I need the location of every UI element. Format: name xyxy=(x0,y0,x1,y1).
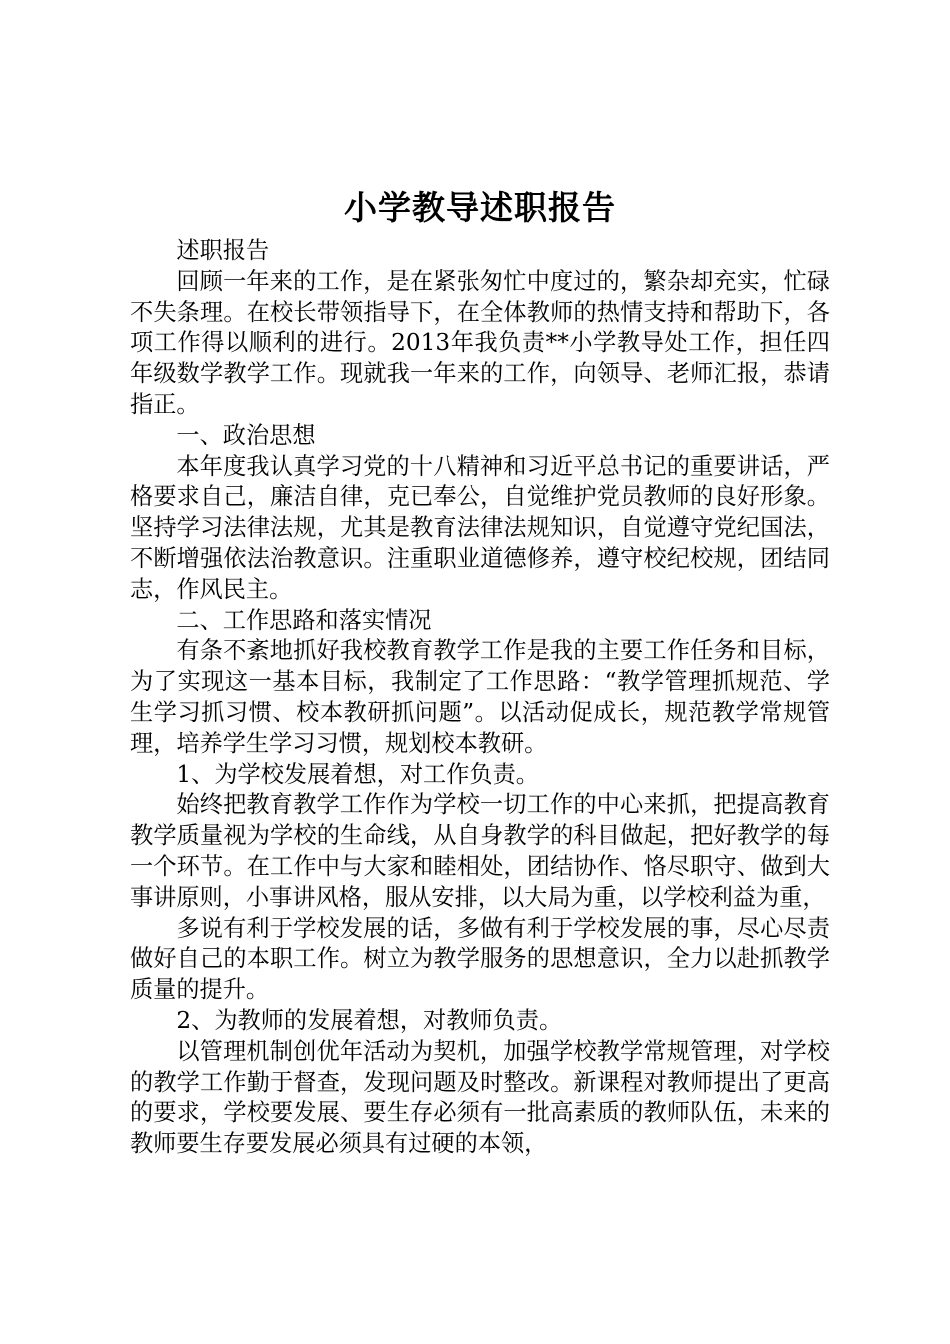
subheading-teacher-development: 2、为教师的发展着想，对教师负责。 xyxy=(176,1006,563,1034)
subheading-school-development: 1、为学校发展着想，对工作负责。 xyxy=(176,760,539,788)
paragraph-school-development-cont: 多说有利于学校发展的话，多做有利于学校发展的事，尽心尽责做好自己的本职工作。树立为教学服务的思想意识，全力以赴抓教学质量的提升。 xyxy=(130,914,830,1004)
document-title: 小学教导述职报告 xyxy=(344,188,616,227)
document-body xyxy=(130,236,830,1160)
paragraph-heading-report: 述职报告 xyxy=(176,237,270,264)
section-heading-politics: 一、政治思想 xyxy=(176,421,316,449)
paragraph-politics: 本年度我认真学习党的十八精神和习近平总书记的重要讲话，严格要求自己，廉洁自律，克已奉公，自觉维护党员教师的良好形象。坚持学习法律法规，尤其是教育法律法规知识，自觉遵守党纪国法，不断增强依法治教意识。注重职业道德修养，遵守校纪校规，团结同志，作风民主。 xyxy=(130,452,830,603)
paragraph-school-development: 始终把教育教学工作作为学校一切工作的中心来抓，把提高教育教学质量视为学校的生命线，从自身教学的科目做起，把好教学的每一个环节。在工作中与大家和睦相处，团结协作、恪尽职守、做到大事讲原则，小事讲风格，服从安排，以大局为重，以学校利益为重， xyxy=(130,791,830,911)
paragraph-intro: 回顾一年来的工作，是在紧张匆忙中度过的，繁杂却充实，忙碌不失条理。在校长带领指导下，在全体教师的热情支持和帮助下，各项工作得以顺利的进行。2013年我负责**小学教导处工作，担任四年级数学教学工作。现就我一年来的工作，向领导、老师汇报，恭请指正。 xyxy=(130,267,830,418)
section-heading-work: 二、工作思路和落实情况 xyxy=(176,606,432,634)
paragraph-work-plan: 有条不紊地抓好我校教育教学工作是我的主要工作任务和目标，为了实现这一基本目标，我制定了工作思路：“教学管理抓规范、学生学习抓习惯、校本教研抓问题”。以活动促成长，规范教学常规管理，培养学生学习习惯，规划校本教研。 xyxy=(130,637,830,757)
paragraph-teacher-development: 以管理机制创优年活动为契机，加强学校教学常规管理，对学校的教学工作勤于督查，发现问题及时整改。新课程对教师提出了更高的要求，学校要发展、要生存必须有一批高素质的教师队伍，未来的教师要生存要发展必须具有过硬的本领， xyxy=(130,1037,830,1158)
